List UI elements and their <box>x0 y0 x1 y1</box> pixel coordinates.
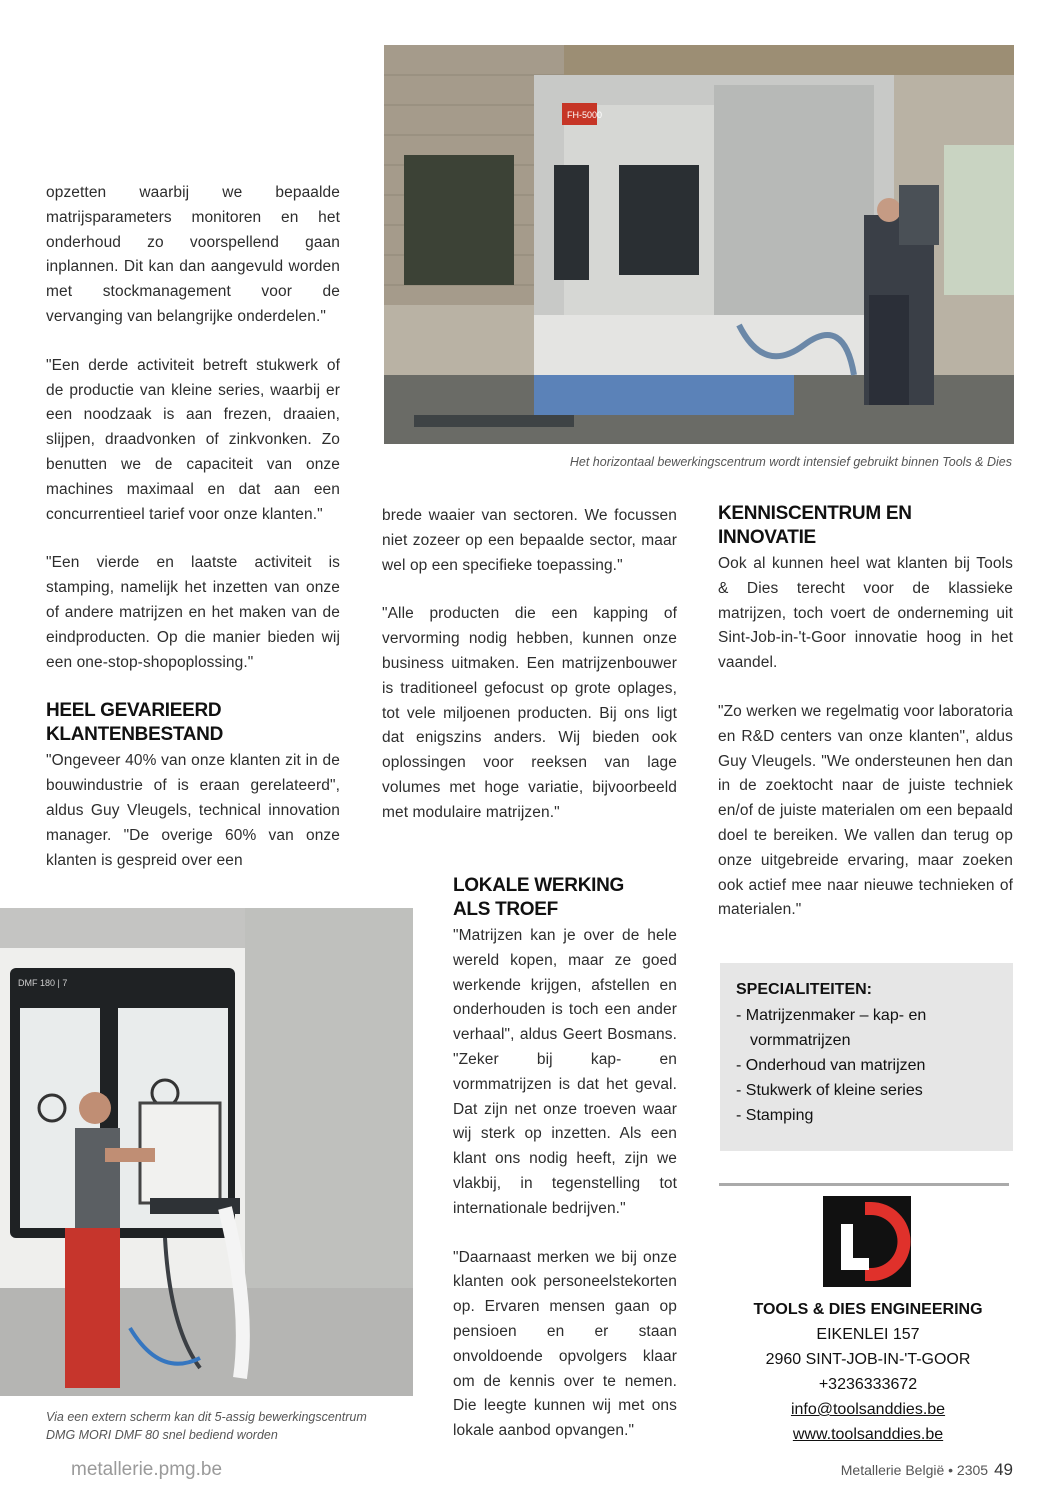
contact-block <box>718 1297 1018 1447</box>
left-paragraph-3: "Een vierde en laatste activiteit is stamping, namelijk het inzetten van onze of andere matrijzen en het maken van de eindproducten. Op die manier bieden wij een one-stop-shopoplossing." <box>46 554 340 671</box>
left-paragraph-4: "Ongeveer 40% van onze klanten zit in de bouwindustrie of is eraan gerelateerd", aldus Guy Vleugels, technical innovation manager. "De overige 60% van onze klanten is gespreid over een <box>46 752 340 869</box>
column-right <box>718 502 1013 923</box>
photo-horizontal-machining-center <box>384 45 1014 444</box>
footer-magazine-name: Metallerie België • 2305 <box>840 1462 989 1478</box>
specialty-item: - Matrijzenmaker – kap- en vormmatrijzen <box>736 1007 927 1049</box>
company-name: TOOLS & DIES ENGINEERING <box>753 1301 983 1318</box>
photo-bottom-caption <box>46 1408 406 1444</box>
photo-bottom-caption-line1: Via een extern scherm kan dit 5-assig bewerkingscentrum <box>46 1410 367 1424</box>
heading-knowledge-center: KENNISCENTRUM EN INNOVATIE <box>718 503 912 548</box>
page-number: 49 <box>994 1460 1013 1479</box>
middle-lower-paragraph-2: "Daarnaast merken we bij onze klanten ook personeelstekorten op. Ervaren mensen gaan op pensioen en er staan onvoldoende opvolgers klaar om de kennis over te nemen. Die leegte kunnen wij met ons lokale aanbod opvangen." <box>453 1248 677 1440</box>
city-address: 2960 SINT-JOB-IN-'T-GOOR <box>765 1351 971 1368</box>
heading-local-line2: ALS TROEF <box>453 899 558 920</box>
phone-number: +3236333672 <box>818 1376 918 1393</box>
column-middle-lower <box>453 874 677 1444</box>
right-paragraph-1: Ook al kunnen heel wat klanten bij Tools & Dies terecht voor de klassieke matrijzen, toch voert de onderneming uit Sint-Job-in-'t-Goor innovatie hoog in het vaandel. <box>718 555 1013 672</box>
left-paragraph-1: opzetten waarbij we bepaalde matrijsparameters monitoren en het onderhoud zo voorspellend gaan inplannen. Dit kan dan aangevuld worden met stockmanagement voor de vervanging van belangrijke onderdelen." <box>46 184 340 325</box>
middle-paragraph-1: brede waaier van sectoren. We focussen niet zozeer op een bepaalde sector, maar wel op een specifieke toepassing." <box>382 507 677 574</box>
specialty-item: - Stukwerk of kleine series <box>736 1082 923 1099</box>
footer-magazine <box>841 1460 1013 1480</box>
specialties-box <box>720 963 1013 1151</box>
photo-bottom-caption-line2: DMG MORI DMF 80 snel bediend worden <box>46 1428 278 1442</box>
website-link[interactable]: www.toolsanddies.be <box>792 1426 944 1443</box>
right-paragraph-2: "Zo werken we regelmatig voor laboratoria en R&D centers van onze klanten", aldus Guy Vleugels. "We ondersteunen hen dan in de zoektocht naar de juiste techniek en/of de juiste materialen om een bepaald doel te bereiken. We vallen dan terug op onze uitgebreide ervaring, maar zoeken ook actief mee naar nieuwe technieken of materialen." <box>718 702 1013 919</box>
specialty-item: - Onderhoud van matrijzen <box>736 1057 926 1074</box>
left-paragraph-2: "Een derde activiteit betreft stukwerk of de productie van kleine series, waarbij er een noodzaak is aan frezen, draaien, slijpen, draadvonken of zinkvonken. Zo benutten we de capaciteit van onze machines maximaal en dat aan een concurrentieel tarief voor onze klanten." <box>46 356 340 523</box>
email-link[interactable]: info@toolsanddies.be <box>790 1401 946 1418</box>
heading-varied-customers <box>46 699 340 747</box>
middle-paragraph-2: "Alle producten die een kapping of vervorming nodig hebben, kunnen onze business uitmaken. Een matrijzenbouwer is traditioneel gefocust op grote oplages, tot vele miljoenen producten. Bij ons ligt dat enigszins anders. Wij bieden ook oplossingen voor reeksen van lage volumes met hoge variatie, bijvoorbeeld met modulaire matrijzen." <box>382 605 677 821</box>
photo-dmg-mori-machine <box>0 908 413 1396</box>
column-middle <box>382 504 677 826</box>
machine-label-bottom: DMF 180 | 7 <box>18 978 68 988</box>
divider-rule <box>719 1183 1009 1186</box>
middle-lower-paragraph-1: "Matrijzen kan je over de hele wereld kopen, maar ze goed werkende krijgen, afstellen en onderhouden is toch een ander verhaal", aldus Geert Bosmans. "Zeker bij kap- en vormmatrijzen is dat het geval. Dat zijn net onze troeven waar wij sterk op inzetten. Als een klant ons nodig heeft, zijn we vlakbij, in tegenstelling tot internationale bedrijven." <box>453 927 677 1217</box>
photo-top-caption: Het horizontaal bewerkingscentrum wordt intensief gebruikt binnen Tools & Dies <box>569 455 1012 469</box>
heading-local-operation <box>453 874 677 922</box>
specialties-title: SPECIALITEITEN: <box>736 981 873 998</box>
street-address: EIKENLEI 157 <box>816 1326 920 1343</box>
heading-varied-line1: HEEL GEVARIEERD <box>46 700 222 722</box>
company-logo <box>823 1196 911 1287</box>
column-left <box>46 181 340 873</box>
heading-varied-line2: KLANTENBESTAND <box>46 724 223 746</box>
machine-label-top: FH-5000 <box>567 110 603 120</box>
footer-site[interactable]: metallerie.pmg.be <box>71 1459 223 1480</box>
specialty-item: - Stamping <box>736 1107 814 1124</box>
heading-local-line1: LOKALE WERKING <box>453 875 625 896</box>
